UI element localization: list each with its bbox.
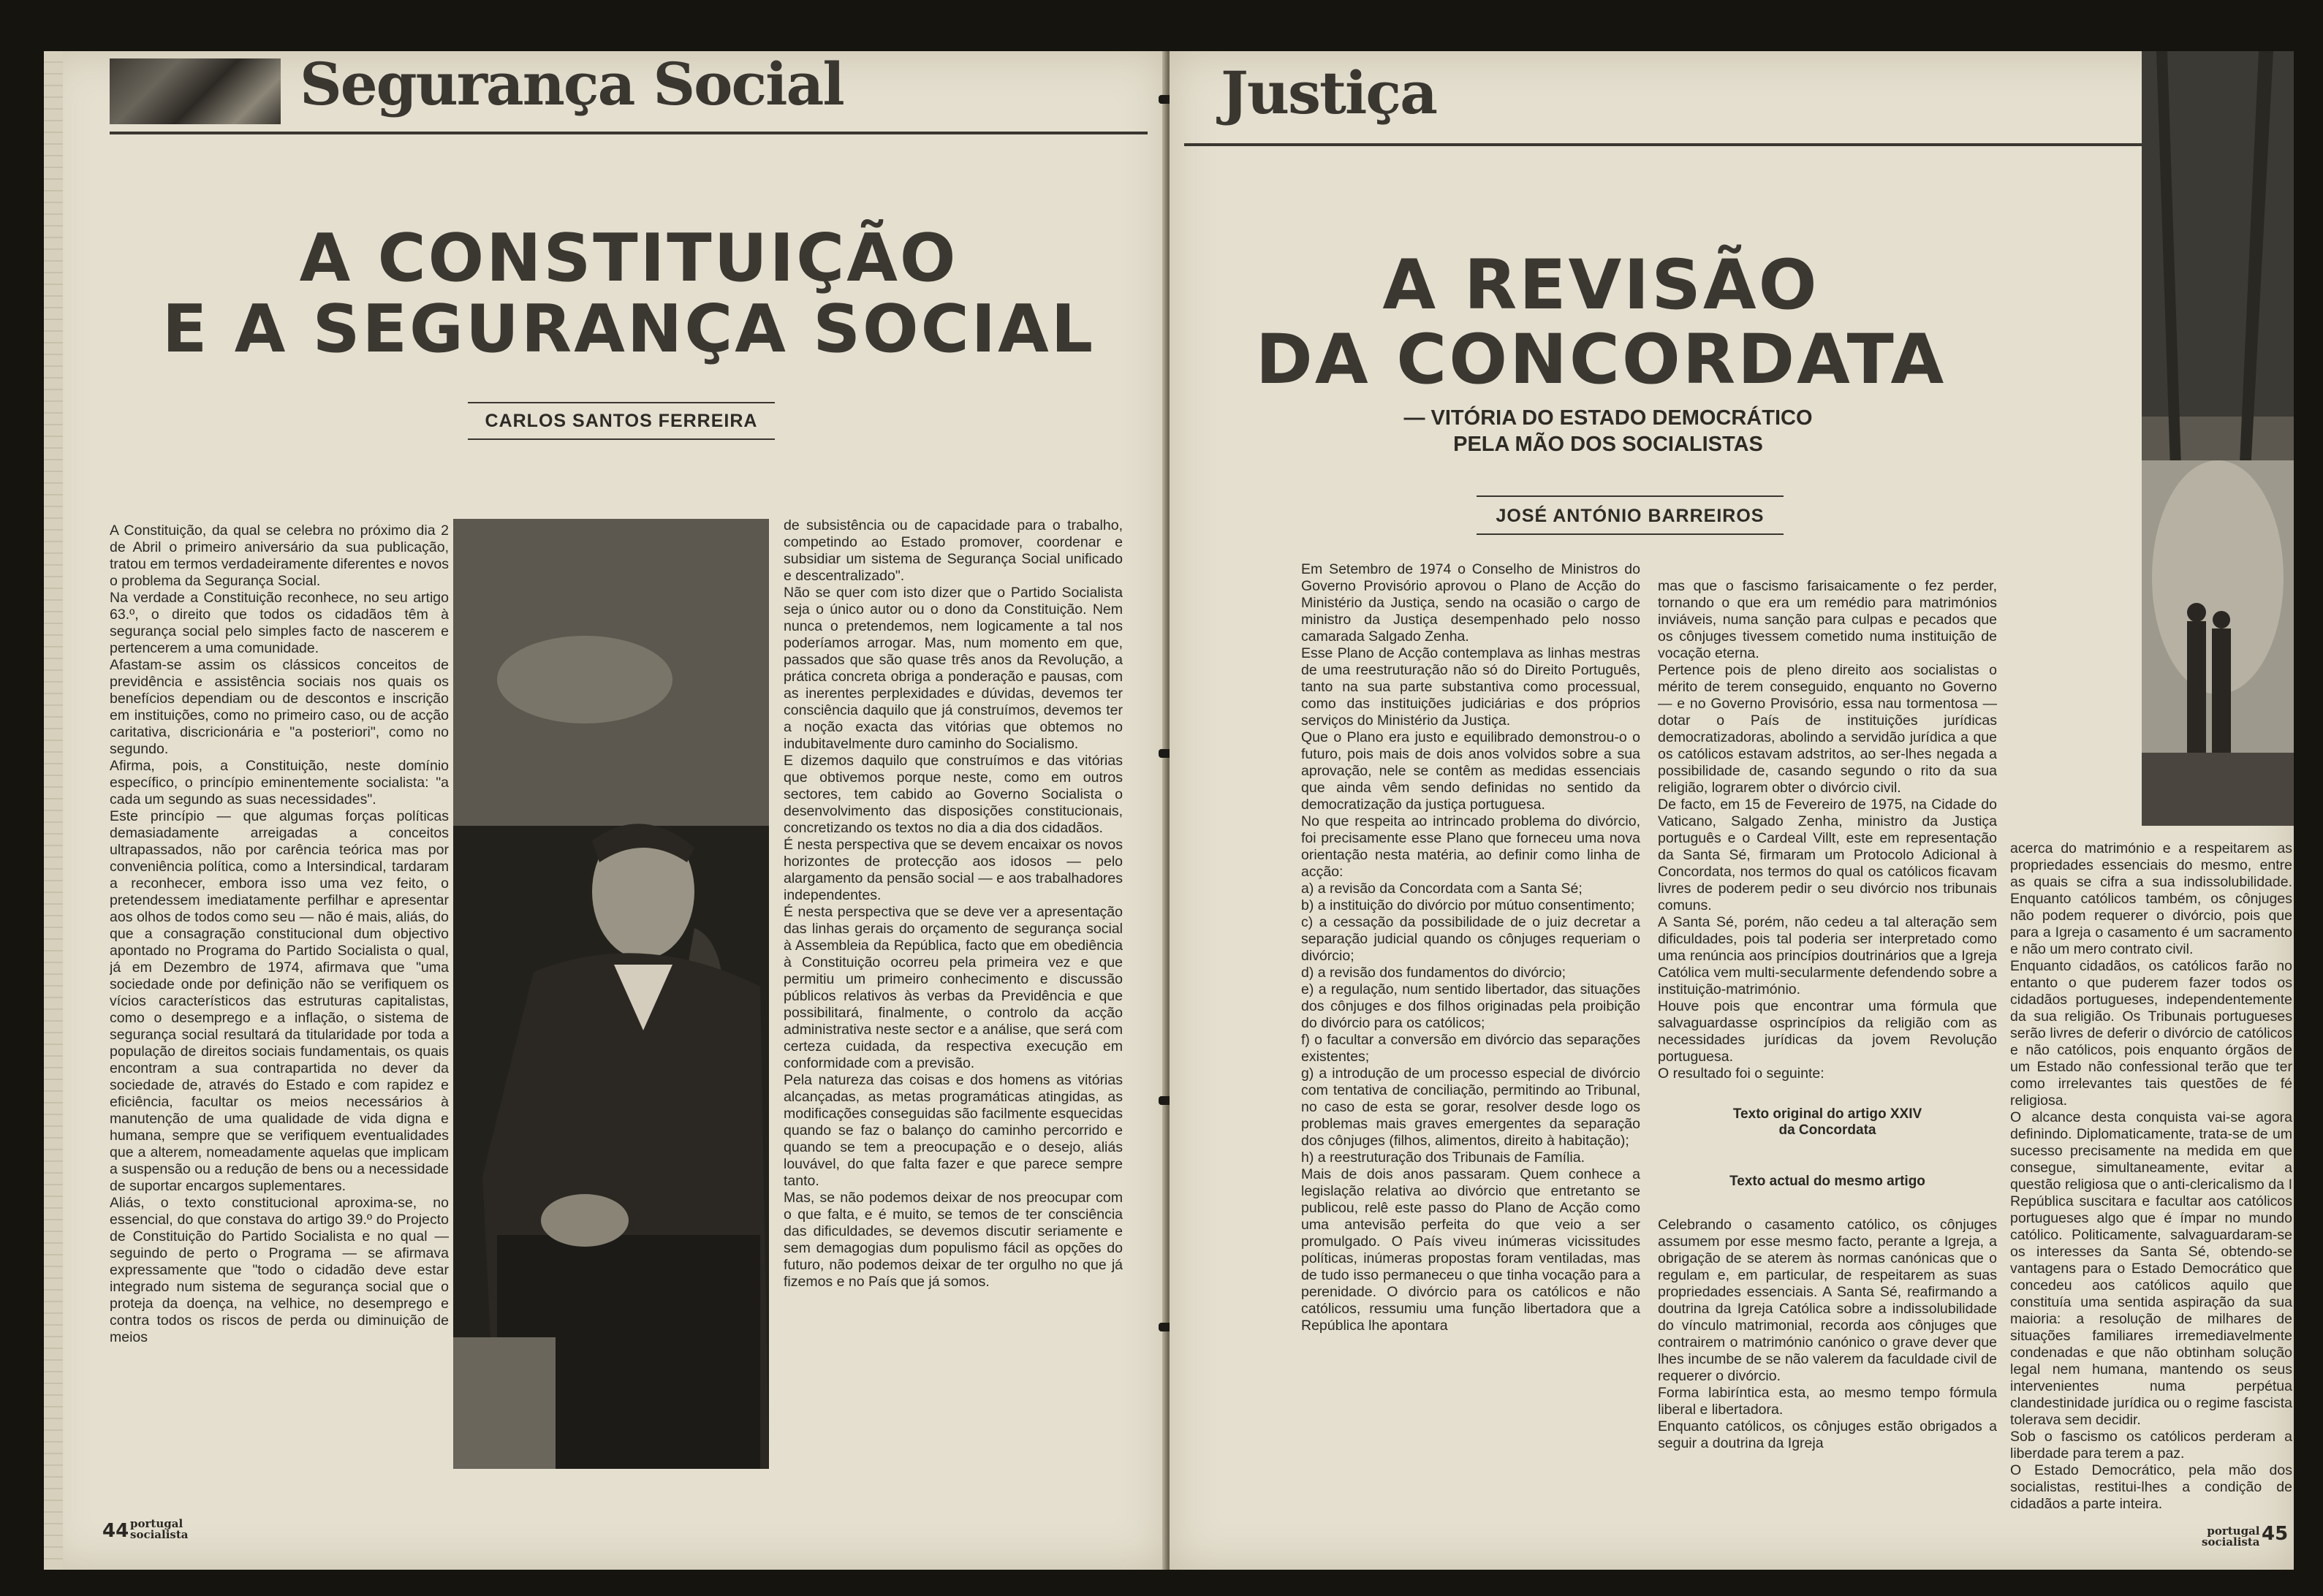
original-article-title: Texto original do artigo XXIV da Concordata [1732, 1106, 1922, 1139]
byline: CARLOS SANTOS FERREIRA [485, 411, 758, 431]
byline-rule-bottom [1477, 533, 1784, 535]
page-number: 44 [102, 1520, 129, 1542]
article-column-2 [1658, 561, 1997, 1533]
article-column-2: de subsistência ou de capacidade para o trabalho, competindo ao Estado promover, coordenar e subsidiar um sistema de Segurança Social unificado e descentralizado". Não se quer com isto dizer que o Partido Socialista seja o único autor ou o dono da Constituição. Nem nunca o pretendemos, nem logicamente a tal nos poderíamos arrogar. Mas, num momento em que, passados que são quase três anos da Revolução, a prática concreta obriga a ponderação e pausas, com as inerentes perplexidades e dúvidas, devemos ter consciência daquilo que já construímos, devemos ter a noção exacta das vitórias que obtemos no indubitavelmente duro caminho do Socialismo. E dizemos daquilo que construímos e das vitórias que obtivemos porque neste, como em outros sectores, tem cabido ao Governo Socialista o desenvolvimento das disposições constitucionais, concretizando os textos no dia a dia dos cidadãos. É nesta perspectiva que se devem encaixar os novos horizontes de protecção aos idosos — pelo alargamento da pensão social — e aos trabalhadores independentes. É nesta perspectiva que se deve ver a apresentação das linhas gerais do orçamento de segurança social à Assembleia da República, facto que em obediência à Constituição ocorreu pela primeira vez e que permitiu um primeiro conhecimento e discussão públicos relativos às verbas da Previdência e que possibilitará, finalmente, o controlo da acção administrativa neste sector e a análise, que será com certeza cuidada, da respectiva execução em conformidade com a previsão. Pela natureza das coisas e dos homens as vitórias alcançadas, as metas programáticas atingidas, as modificações conseguidas são facilmente esquecidas quando se faz o balanço do caminho percorrido e quando se tem a preocupação e o desejo, aliás louvável, do que falta fazer e que parece sempre tanto. Mas, se não podemos deixar de nos preocupar com o que falta, e é muito, se temos de ter consciência das dificuldades, se devemos discutir seriamente e sem demagogias dum populismo fácil as opções do futuro, não podemos deixar de ter orgulho no que já fizemos e no País que já somos. [784, 517, 1123, 1290]
headline-line-2: E A SEGURANÇA SOCIAL [162, 291, 1096, 368]
header-rule [110, 132, 1148, 134]
byline-rule-top [468, 402, 775, 403]
headline [102, 220, 1155, 368]
magazine-spread [44, 51, 2294, 1570]
column-2-text-b: Celebrando o casamento católico, os cônjuges assumem por esse mesmo facto, perante a Igreja, a obrigação de se aterem às normas canónicas que o regulam e, em particular, de respeitarem as suas propriedades essenciais. A Santa Sé, reafirmando a doutrina da Igreja Católica sobre a indissolubilidade do vínculo matrimonial, recorda aos cônjuges que contrairem o matrimónio canónico o grave dever que lhes incumbe de se não valerem da faculdade civil de requerer o divórcio. Forma labiríntica esta, ao mesmo tempo fórmula liberal e libertadora. Enquanto católicos, os cônjuges estão obrigados a seguir a doutrina da Igreja [1658, 1217, 1997, 1452]
section-header-image [110, 58, 281, 124]
article-column-1: A Constituição, da qual se celebra no próximo dia 2 de Abril o primeiro aniversário da sua publicação, tratou em termos verdadeiramente diferentes e novos o problema da Segurança Social. Na verdade a Constituição reconhece, no seu artigo 63.º, o direito que todos os cidadãos têm à segurança social pelo simples facto de nascerem e pertencerem a uma comunidade. Afastam-se assim os clássicos conceitos de previdência e assistência sociais nos quais os benefícios dependiam ou de descontos e inscrição em instituições, como no primeiro caso, ou de acção caritativa, discricionária e "a posteriori", como no segundo. Afirma, pois, a Constituição, neste domínio específico, o princípio eminentemente socialista: "a cada um segundo as suas necessidades". Este princípio — que algumas forças políticas demasiadamente arreigadas a conceitos ultrapassados, não por carência teórica mas por conveniência política, como a Intersindical, tardaram a reconhecer, embora isso uma vez feito, o pretendessem imediatamente perfilhar e apresentar aos olhos de todos como seu — não é mais, aliás, do que a consagração constitucional dum objectivo apontado no Programa do Partido Socialista o qual, já em Dezembro de 1974, afirmava que "uma sociedade onde por definição não se verifiquem os vícios característicos das estruturas capitalistas, como o desemprego e a inflação, o sistema de segurança social resultará da titularidade por toda a população de direitos sociais fundamentais, os quais encontram a sua contrapartida no dever da sociedade de, através do Estado e com rapidez e eficiência, facultar os meios necessários à manutenção de uma qualidade de vida digna e humana, sempre que se verifiquem eventualidades que a alterem, nomeadamente aquelas que implicam a suspensão ou a redução de bens ou a necessidade de suportar encargos suplementares. Aliás, o texto constitucional aproxima-se, no essencial, do que constava do artigo 39.º do Projecto de Constituição do Partido Socialista e no qual — seguindo de perto o Programa — se afirmava expressamente que "todo o cidadão deve estar integrado num sistema de segurança social que o proteja da doença, na velhice, no desemprego e contra todos os riscos de perda ou diminuição de meios [110, 522, 449, 1345]
logo-line-1: portugal [2207, 1524, 2260, 1538]
page-edge [44, 51, 63, 1570]
photo-elderly-man-graphic [453, 519, 769, 1469]
photo-elderly-man [453, 519, 769, 1469]
right-page [1170, 51, 2294, 1570]
magazine-logo [130, 1519, 189, 1540]
magazine-logo [2202, 1526, 2260, 1548]
logo-line-1: portugal [130, 1517, 183, 1530]
current-article-title: Texto actual do mesmo artigo [1729, 1173, 1925, 1189]
column-2-text-a: mas que o fascismo farisaicamente o fez perder, tornando o que era um remédio para matrimónios inviáveis, numa sanção para culpas e pecados que os cônjuges tivessem cometido numa instituição de vocação eterna. Pertence pois de pleno direito aos socialistas o mérito de terem conseguido, enquanto no Governo — e no Governo Provisório, essa nau tormentosa — dotar o País de instituições jurídicas democratizadoras, abolindo a servidão jurídica a que os católicos estavam adstritos, ao ser-lhes negada a possibilidade de, casando segundo o rito da sua religião, lograrem obter o divórcio civil. De facto, em 15 de Fevereiro de 1975, na Cidade do Vaticano, Salgado Zenha, ministro da Justiça português e o Cardeal Villt, este em representação da Santa Sé, firmaram um Protocolo Adicional à Concordata, nos termos do qual os católicos ficavam livres de poderem pedir o seu divórcio nos tribunais comuns. A Santa Sé, porém, não cedeu a tal alteração sem dificuldades, pois tal poderia ser interpretado como uma renúncia aos princípios doutrinários que a Igreja Católica vem multi-secularmente defendendo sobre a instituição-matrimónio. Houve pois que encontrar uma fórmula que salvaguardasse osprincípios da religião com as necessidades jurídicas da jovem Revolução portuguesa. O resultado foi o seguinte: [1658, 578, 1997, 1082]
headline-line-1: A CONSTITUIÇÃO [299, 220, 958, 297]
article-column-1: Em Setembro de 1974 o Conselho de Ministros do Governo Provisório aprovou o Plano de Acção do Ministério da Justiça, sendo na ocasião o cargo de ministro da Justiça desempenhado pelo nosso camarada Salgado Zenha. Esse Plano de Acção contemplava as linhas mestras de uma reestruturação não só do Direito Português, tanto na sua parte substantiva como processual, como das instituições judiciárias e dos próprios serviços do Ministério da Justiça. Que o Plano era justo e equilibrado demonstrou-o o futuro, pois mais de dois anos volvidos sobre a sua aprovação, nele se contêm as medidas essenciais que ainda vêm sendo definidas no sentido da democratização da justiça portuguesa. No que respeita ao intrincado problema do divórcio, foi precisamente esse Plano que forneceu uma nova orientação nesta matéria, ao definir como linha de acção: a) a revisão da Concordata com a Santa Sé; b) a instituição do divórcio por mútuo consentimento; c) a cessação da possibilidade de o juiz decretar a separação judicial quando os cônjuges requeriam o divórcio; d) a revisão dos fundamentos do divórcio; e) a regulação, num sentido libertador, das situações dos cônjuges e dos filhos originadas pela proibição do divórcio para os católicos; f) o facultar a conversão em divórcio das separações existentes; g) a introdução de um processo especial de divórcio com tentativa de conciliação, permitindo ao Tribunal, no caso de esta se gorar, resolver desde logo os problemas mais graves emergentes da separação dos cônjuges (filhos, alimentos, direito à habitação); h) a reestruturação dos Tribunais de Família. Mais de dois anos passaram. Quem conhece a legislação relativa ao divórcio que entretanto se publicou, relê este passo do Plano de Acção como uma antevisão perfeita do que veio a ser promulgado. O País viveu inúmeras vicissitudes políticas, inúmeras propostas foram ventiladas, mas de tudo isso permaneceu o que tinha vocação para a perenidade. O divórcio para os católicos e não católicos, ressumiu uma função libertadora que a República lhe apontara [1301, 561, 1640, 1334]
byline: JOSÉ ANTÓNIO BARREIROS [1496, 506, 1765, 526]
article-column-3: acerca do matrimónio e a respeitarem as propriedades essenciais do mesmo, entre as quais se cifra a sua indissolubilidade. Enquanto católicos também, os cônjuges não podem requerer o divórcio, pois que para a Igreja o casamento é um sacramento e não um mero contrato civil. Enquanto cidadãos, os católicos farão no entanto o que puderem fazer todos os cidadãos portugueses, independentemente da sua religião. Os Tribunais portugueses serão livres de deferir o divórcio de católicos e não católicos, pois enquanto órgãos de um Estado não confessional terão que ter como irrelevantes tais questões de fé religiosa. O alcance desta conquista vai-se agora definindo. Diplomaticamente, trata-se de um sucesso precisamente na medida em que consegue, simultaneamente, evitar a questão religiosa que o anti-clericalismo da I República suscitara e facultar aos católicos portugueses algo que é ímpar no mundo católico. Politicamente, salvaguardaram-se os interesses da Santa Sé, obtendo-se vantagens para o Estado Democrático que concedeu aos católicos aquilo que constituía uma sentida aspiração da sua maioria: a resolução de milhares de situações familiares irremediavelmente condenadas e que não obtinham solução legal nem humana, mantendo os seus intervenientes numa perpétua clandestinidade jurídica ou o regime fascista tolerava sem decidir. Sob o fascismo os católicos perderam a liberdade para terem a paz. O Estado Democrático, pela mão dos socialistas, restitui-lhes a condição de cidadãos a parte inteira. [2010, 840, 2292, 1512]
section-title: Segurança Social [300, 51, 844, 118]
subtitle-line-2: PELA MÃO DOS SOCIALISTAS [1453, 433, 1763, 457]
header-rule [1184, 143, 2142, 146]
byline-rule-top [1477, 495, 1784, 497]
headline-line-1: A REVISÃO [1382, 246, 1819, 325]
left-page [44, 51, 1167, 1570]
headline-line-2: DA CONCORDATA [1255, 319, 1947, 400]
page-number: 45 [2262, 1523, 2289, 1545]
subtitle [1316, 405, 1901, 458]
byline-rule-bottom [468, 438, 775, 440]
logo-line-2: socialista [2202, 1535, 2260, 1548]
subtitle-line-1: — VITÓRIA DO ESTADO DEMOCRÁTICO [1403, 406, 1813, 430]
photo-couple-graphic [2142, 51, 2294, 826]
section-title: Justiça [1221, 58, 1436, 127]
headline [1221, 246, 1981, 400]
logo-line-2: socialista [130, 1528, 189, 1541]
photo-couple-in-park [2142, 51, 2294, 826]
